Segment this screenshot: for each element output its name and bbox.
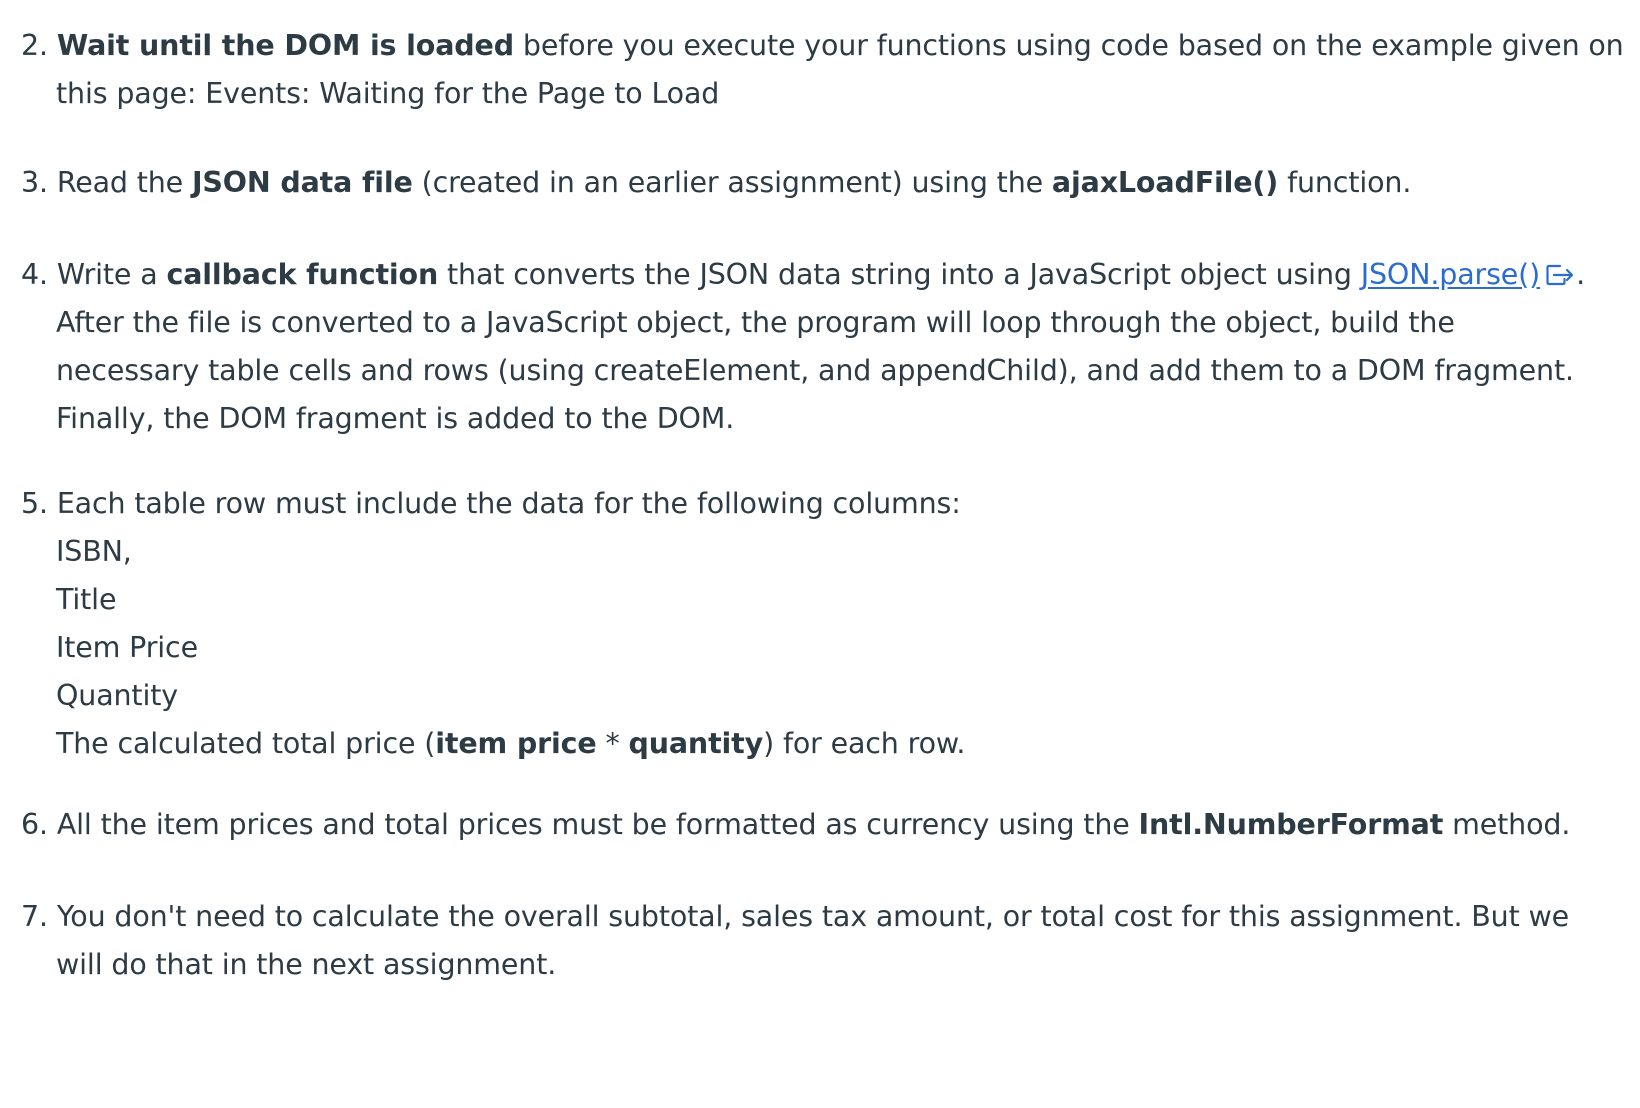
column-quantity: Quantity (56, 679, 178, 712)
item-7-line-1 (21, 893, 1621, 941)
item-2-line-1 (21, 22, 1624, 70)
item-4-line-2: After the file is converted to a JavaScript object, the program will loop through the object, build the (56, 306, 1455, 339)
item-4-line-4: Finally, the DOM fragment is added to the DOM. (56, 402, 735, 435)
column-item-price: Item Price (56, 631, 198, 664)
item-text: before you execute your functions using code based on the example given on (513, 29, 1624, 62)
instruction-item-6 (21, 801, 1621, 849)
column-total-price (21, 720, 1621, 768)
bold-phrase: JSON data file (191, 166, 413, 199)
column-isbn: ISBN, (56, 535, 132, 568)
item-number: 7. (21, 900, 48, 933)
item-text: that converts the JSON data string into a JavaScript object using (438, 258, 1361, 291)
item-number: 2. (21, 29, 48, 62)
instruction-item-3 (21, 159, 1621, 207)
json-parse-link[interactable]: JSON.parse() (1360, 258, 1541, 291)
instruction-item-5 (21, 480, 1621, 768)
bold-phrase: ajaxLoadFile() (1051, 166, 1279, 199)
item-text: Read the (47, 166, 192, 199)
item-5-line-1 (21, 480, 1621, 528)
item-6-line-1 (21, 801, 1621, 849)
item-text: Each table row must include the data for the following columns: (47, 487, 961, 520)
bold-phrase: quantity (628, 727, 764, 760)
item-text: method. (1443, 808, 1571, 841)
item-text: Write a (47, 258, 167, 291)
item-text: function. (1278, 166, 1412, 199)
item-text: * (596, 727, 629, 760)
item-7-line-2: will do that in the next assignment. (56, 948, 557, 981)
bold-phrase: Wait until the DOM is loaded (56, 29, 514, 62)
item-text: All the item prices and total prices must be formatted as currency using the (47, 808, 1139, 841)
item-number: 3. (21, 166, 48, 199)
bold-phrase: Intl.NumberFormat (1138, 808, 1444, 841)
item-number: 4. (21, 258, 48, 291)
item-4-line-1 (21, 251, 1621, 299)
instruction-item-2 (21, 22, 1624, 118)
column-title: Title (56, 583, 117, 616)
item-text: ) for each row. (763, 727, 966, 760)
item-text: . (1576, 258, 1586, 291)
item-4-line-3: necessary table cells and rows (using createElement, and appendChild), and add them to a DOM fragment. (56, 354, 1574, 387)
external-link-icon[interactable] (1546, 263, 1576, 287)
instruction-item-4 (21, 251, 1621, 443)
bold-phrase: item price (435, 727, 597, 760)
item-text: The calculated total price ( (56, 727, 436, 760)
item-3-line-1 (21, 159, 1621, 207)
item-text: (created in an earlier assignment) using the (412, 166, 1052, 199)
item-2-line-2: this page: Events: Waiting for the Page to Load (56, 77, 720, 110)
item-text: You don't need to calculate the overall subtotal, sales tax amount, or total cost for this assignment. But we (47, 900, 1570, 933)
item-number: 6. (21, 808, 48, 841)
bold-phrase: callback function (166, 258, 439, 291)
item-number: 5. (21, 487, 48, 520)
instruction-item-7 (21, 893, 1621, 989)
